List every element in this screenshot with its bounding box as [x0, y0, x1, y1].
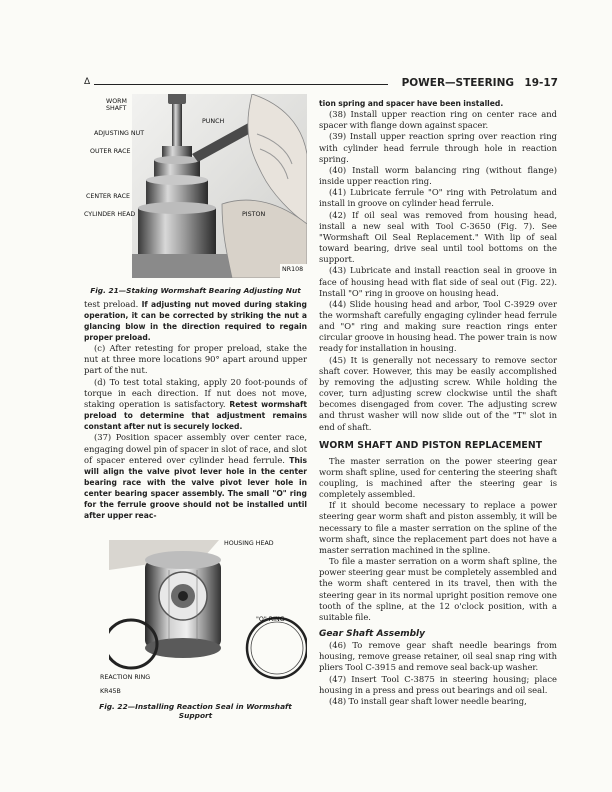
- paragraph-41: (41) Lubricate ferrule "O" ring with Petrolatum and install in groove on cylinder head ferrule.: [319, 187, 557, 209]
- label-outer-race: OUTER RACE: [90, 148, 131, 155]
- paragraph-47: (47) Insert Tool C-3875 in steering housing; place housing in a press and press out bearings and oil seal.: [319, 673, 557, 695]
- label-reaction-ring: REACTION RING: [100, 673, 151, 681]
- label-housing-head: HOUSING HEAD: [224, 539, 274, 547]
- header-marker: Δ: [84, 77, 91, 87]
- label-adjusting-nut: ADJUSTING NUT: [94, 130, 145, 137]
- paragraph-43: (43) Lubricate and install reaction seal in groove in face of housing head with flat side of seal out (Fig. 22). Install "O" ring in groove on housing head.: [319, 265, 557, 298]
- paragraph-39: (39) Install upper reaction spring over reaction ring with cylinder head ferrule through hole in reaction spring.: [319, 131, 557, 164]
- label-ref-nr108: NR108: [282, 266, 304, 273]
- paragraph-d: (d) To test total staking, apply 20 foot-pounds of torque in each direction. If nut does not move, staking operation is satisfactory. Retest wormshaft preload to determine that adjustment remains constant after nut is securely locked.: [84, 376, 307, 432]
- label-worm-shaft-1: WORM: [106, 98, 127, 105]
- paragraph-test-preload: test preload. If adjusting nut moved during staking operation, it can be corrected by striking the nut a glancing blow in the direction required to regain proper preload.: [84, 298, 307, 342]
- label-o-ring: "O" RING: [256, 615, 285, 623]
- paragraph-file-serration: To file a master serration on a worm shaft spline, the power steering gear must be completely assembled and the worm shaft centered in its travel, then with the steering gear in its normal upright position remove one tooth of the spline, at the 12 o'clock position, with a suitable file.: [319, 556, 557, 622]
- paragraph-replace-worm-shaft: If it should become necessary to replace a power steering gear worm shaft and piston assembly, it will be necessary to file a master serration on the spline of the worm shaft, since the replacement part does not have a master serration machined in the spline.: [319, 500, 557, 555]
- paragraph-48: (48) To install gear shaft lower needle bearing,: [329, 695, 527, 706]
- paragraph-master-serration: The master serration on the power steering gear worm shaft spline, used for centering the steering shaft coupling, is machined after the steering gear is completely assembled.: [319, 455, 557, 500]
- page-header: [84, 77, 558, 91]
- label-ref-kr45b: KR45B: [100, 687, 121, 695]
- paragraph-44: (44) Slide housing head and arbor, Tool C-3929 over the wormshaft carefully engaging cylinder head ferrule and "O" ring and making sure reaction rings enter circular groove in housing head. The power train is now ready for installation in housing.: [319, 298, 557, 354]
- label-cylinder-head: CYLINDER HEAD: [84, 211, 136, 218]
- figure-21-caption: Fig. 21—Staking Wormshaft Bearing Adjusting Nut: [90, 286, 301, 295]
- paragraph-42: (42) If oil seal was removed from housing head, install a new seal with Tool C-3650 (Fig. 7). See "Wormshaft Oil Seal Replacement." With lip of seal toward bearing, drive seal until tool bottoms on the support.: [319, 209, 557, 265]
- paragraph-continued: tion spring and spacer have been installed.: [319, 99, 504, 108]
- paragraph-37: (37) Position spacer assembly over center race, engaging dowel pin of spacer in slot of race, and slot of spacer entered over cylinder head ferrule. This will align the valve pivot lever hole in the center bearing race with the valve pivot lever hole in center bearing spacer assembly. The small "O" ring for the ferrule groove should not be installed until after upper reac-: [84, 432, 307, 521]
- label-piston: PISTON: [242, 211, 266, 218]
- label-punch: PUNCH: [202, 118, 225, 125]
- paragraph-40: (40) Install worm balancing ring (without flange) inside upper reaction ring.: [319, 164, 557, 187]
- right-column: [319, 98, 557, 707]
- left-column: [84, 90, 307, 721]
- label-center-race: CENTER RACE: [86, 193, 130, 200]
- paragraph-45: (45) It is generally not necessary to remove sector shaft cover. However, this may be easily accomplished by removing the adjusting screw. While holding the cover, turn adjusting screw clockwise until the shaft becomes disengaged from cover. The adjusting screw and thrust washer will now slide out of the "T" slot in end of shaft.: [319, 354, 557, 432]
- page-number: 19-17: [524, 77, 558, 89]
- paragraph-46: (46) To remove gear shaft needle bearings from housing, remove grease retainer, oil seal snap ring with pliers Tool C-3915 and remove seal back-up washer.: [319, 640, 557, 673]
- subsection-title: Gear Shaft Assembly: [319, 629, 426, 640]
- label-worm-shaft-2: SHAFT: [106, 105, 127, 112]
- figure-22: [84, 534, 307, 696]
- header-title: POWER—STEERING: [401, 77, 514, 89]
- figure-21: [84, 90, 307, 286]
- header-rule: [94, 84, 388, 85]
- figure-22-caption: Fig. 22—Installing Reaction Seal in Wormshaft Support: [99, 701, 292, 721]
- figure-22-photo: [109, 540, 307, 686]
- paragraph-c: (c) After retesting for proper preload, stake the nut at three more locations 90° apart around upper part of the nut.: [84, 343, 307, 376]
- paragraph-38: (38) Install upper reaction ring on center race and spacer with flange down against spacer.: [319, 109, 557, 131]
- section-title: WORM SHAFT AND PISTON REPLACEMENT: [319, 439, 543, 451]
